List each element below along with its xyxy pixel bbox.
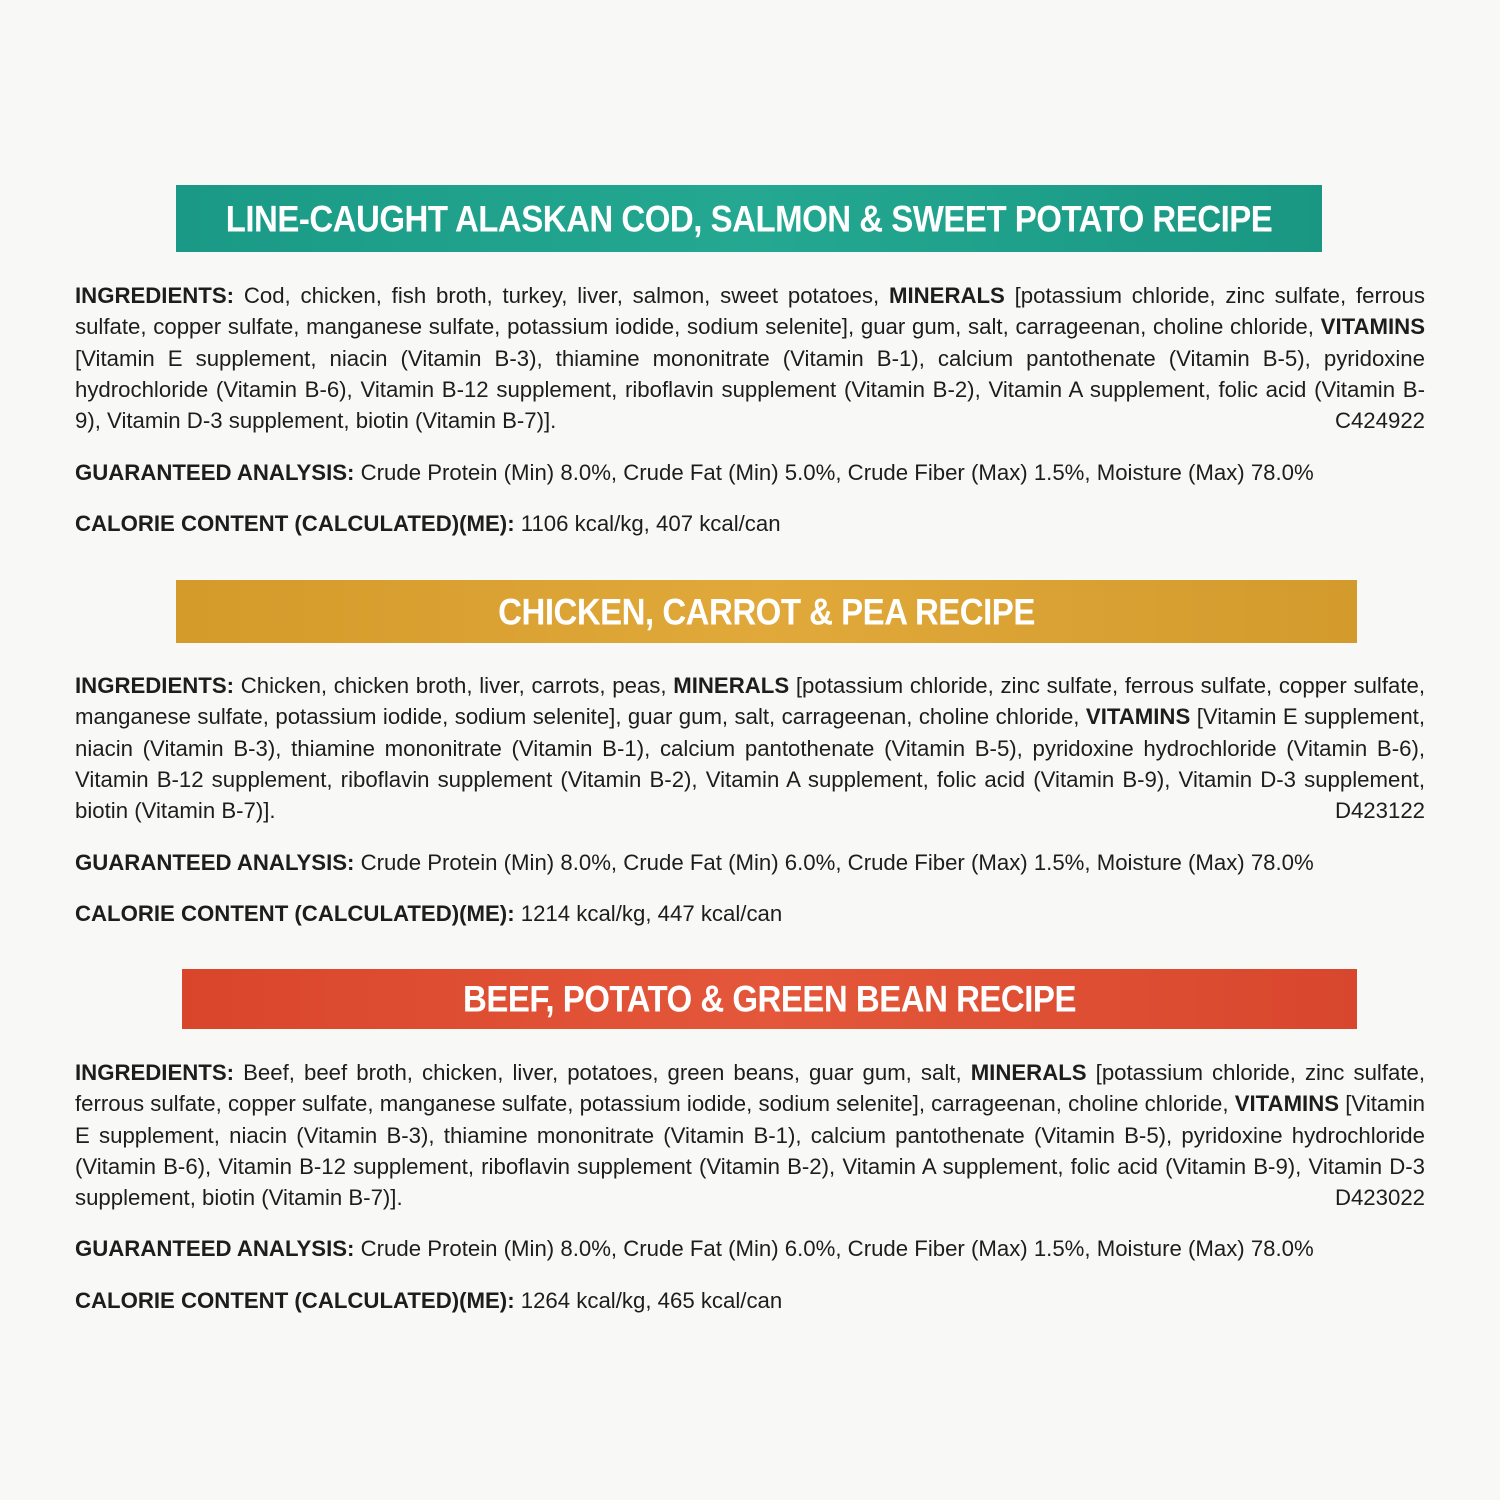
analysis-value: Crude Protein (Min) 8.0%, Crude Fat (Min) 5.0%, Crude Fiber (Max) 1.5%, Moisture (Max) 78.0% [360, 460, 1314, 485]
calorie-label: CALORIE CONTENT (CALCULATED)(ME): [75, 511, 515, 536]
calorie-value: 1264 kcal/kg, 465 kcal/can [520, 1288, 783, 1313]
recipe-banner-chicken [176, 580, 1357, 643]
vitamins-label: VITAMINS [1085, 704, 1191, 730]
analysis-value: Crude Protein (Min) 8.0%, Crude Fat (Min) 6.0%, Crude Fiber (Max) 1.5%, Moisture (Max) 78.0% [360, 850, 1314, 875]
ingredients-label: INGREDIENTS: [75, 673, 235, 698]
analysis-label: GUARANTEED ANALYSIS: [75, 460, 355, 485]
ingredients-text: Beef, beef broth, chicken, liver, potatoes, green beans, guar gum, salt, [243, 1060, 962, 1085]
calorie-content [75, 1285, 1455, 1316]
minerals-label: MINERALS [970, 1060, 1087, 1085]
ingredients-text: [Vitamin E supplement, niacin (Vitamin B-3), thiamine mononitrate (Vitamin B-1), calcium pantothenate (Vitamin B-5), pyridoxine hydrochloride (Vitamin B-6), Vitamin B-12 supplement, riboflavin supplement (Vitamin B-2), Vitamin A supplement, folic acid (Vitamin B-9), Vitamin D-3 supplement, biotin (Vitamin B-7)]. [75, 345, 1425, 434]
recipe-banner-cod-salmon [176, 185, 1322, 252]
minerals-label: MINERALS [888, 283, 1005, 308]
calorie-label: CALORIE CONTENT (CALCULATED)(ME): [75, 901, 515, 926]
analysis-label: GUARANTEED ANALYSIS: [75, 850, 355, 875]
ingredients-label: INGREDIENTS: [75, 283, 235, 308]
ingredients-label: INGREDIENTS: [75, 1060, 235, 1085]
guaranteed-analysis [75, 847, 1455, 878]
recipe-title: BEEF, POTATO & GREEN BEAN RECIPE [463, 977, 1076, 1020]
recipe-banner-beef [182, 969, 1357, 1029]
guaranteed-analysis [75, 1233, 1455, 1264]
ingredients-text: [Vitamin E supplement, niacin (Vitamin B-3), thiamine mononitrate (Vitamin B-1), calcium pantothenate (Vitamin B-5), pyridoxine hydrochloride (Vitamin B-6), Vitamin B-12 supplement, riboflavin supplement (Vitamin B-2), Vitamin A supplement, folic acid (Vitamin B-9), Vitamin D-3 supplement, biotin (Vitamin B-7)]. [75, 704, 1425, 824]
guaranteed-analysis [75, 457, 1455, 488]
ingredients-text: Chicken, chicken broth, liver, carrots, peas, [240, 673, 667, 698]
ingredients-text: [potassium chloride, zinc sulfate, ferrous sulfate, copper sulfate, manganese sulfate, potassium iodide, sodium selenite], guar gum, salt, carrageenan, choline chloride, [75, 673, 1426, 730]
recipe-title: CHICKEN, CARROT & PEA RECIPE [498, 590, 1035, 632]
calorie-content [75, 898, 1455, 929]
ingredients-paragraph [75, 1057, 1425, 1213]
vitamins-label: VITAMINS [1320, 314, 1426, 340]
ingredients-text: [Vitamin E supplement, niacin (Vitamin B-3), thiamine mononitrate (Vitamin B-1), calcium pantothenate (Vitamin B-5), pyridoxine hydrochloride (Vitamin B-6), Vitamin B-12 supplement, riboflavin supplement (Vitamin B-2), Vitamin A supplement, folic acid (Vitamin B-9), Vitamin D-3 supplement, biotin (Vitamin B-7)]. [75, 1091, 1426, 1211]
minerals-label: MINERALS [673, 673, 790, 698]
product-code: C424922 [1334, 408, 1425, 434]
calorie-value: 1106 kcal/kg, 407 kcal/can [520, 511, 781, 536]
ingredients-text: Cod, chicken, fish broth, turkey, liver, salmon, sweet potatoes, [243, 283, 880, 308]
recipe-title: LINE-CAUGHT ALASKAN COD, SALMON & SWEET POTATO RECIPE [225, 197, 1273, 239]
vitamins-label: VITAMINS [1234, 1091, 1340, 1117]
product-code: D423022 [1334, 1185, 1425, 1211]
ingredients-paragraph [75, 670, 1425, 826]
analysis-label: GUARANTEED ANALYSIS: [75, 1236, 355, 1261]
product-code: D423122 [1334, 798, 1425, 824]
analysis-value: Crude Protein (Min) 8.0%, Crude Fat (Min) 6.0%, Crude Fiber (Max) 1.5%, Moisture (Max) 78.0% [360, 1236, 1314, 1261]
ingredients-text: [potassium chloride, zinc sulfate, ferrous sulfate, copper sulfate, manganese sulfate, potassium iodide, sodium selenite], guar gum, salt, carrageenan, choline chloride, [75, 283, 1425, 340]
calorie-content [75, 508, 1455, 539]
calorie-label: CALORIE CONTENT (CALCULATED)(ME): [75, 1288, 515, 1313]
ingredients-paragraph [75, 280, 1425, 436]
calorie-value: 1214 kcal/kg, 447 kcal/can [520, 901, 783, 926]
ingredients-text: [potassium chloride, zinc sulfate, ferrous sulfate, copper sulfate, manganese sulfate, potassium iodide, sodium selenite], carrageenan, choline chloride, [75, 1060, 1426, 1117]
